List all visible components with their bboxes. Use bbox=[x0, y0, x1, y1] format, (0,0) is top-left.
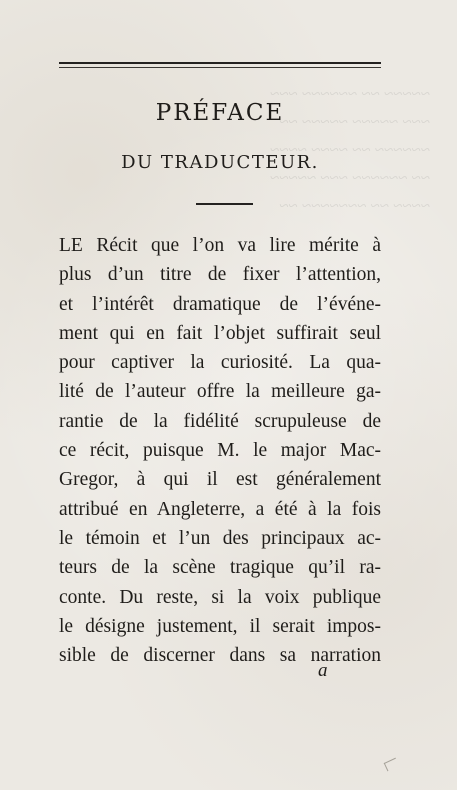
text-line: rantie de la fidélité scrupuleuse de bbox=[59, 410, 381, 432]
text-line: et l’intérêt dramatique de l’événe- bbox=[59, 293, 381, 315]
body-text bbox=[59, 231, 381, 670]
text-line: Gregor, à qui il est généralement bbox=[59, 469, 381, 491]
text-line: le témoin et l’un des principaux ac- bbox=[59, 527, 381, 549]
bleed-through-texture: ~~~~~ ~~ ~~~~~~ ~~~ ~~~ ~~~~~ ~~~~~ ~~ ~~~~~~ ~~ ~~~~ ~~~~ ~~ ~~~~~~ ~~~ ~~~~~ ~~~~ ~~ ~~~~~~~ ~~ bbox=[270, 84, 430, 215]
text-line: plus d’un titre de fixer l’attention, bbox=[59, 264, 381, 286]
text-line: le désigne justement, il serait impos- bbox=[59, 615, 381, 637]
section-divider bbox=[196, 203, 253, 205]
signature-mark: a bbox=[318, 660, 328, 681]
text-line: teurs de la scène tragique qu’il ra- bbox=[59, 557, 381, 579]
text-line: attribué en Angleterre, a été à la fois bbox=[59, 498, 381, 520]
text-line: lité de l’auteur offre la meilleure ga- bbox=[59, 381, 381, 403]
text-line: ce récit, puisque M. le major Mac- bbox=[59, 440, 381, 462]
text-line: LE Récit que l’on va lire mérite à bbox=[59, 235, 381, 256]
page-title: PRÉFACE bbox=[155, 100, 285, 126]
text-line: sible de discerner dans sa narration bbox=[59, 645, 381, 667]
text-line: ment qui en fait l’objet suffirait seul bbox=[59, 322, 381, 344]
text-line: pour captiver la curiosité. La qua- bbox=[59, 352, 381, 374]
text-line: conte. Du reste, si la voix publique bbox=[59, 586, 381, 608]
top-rule bbox=[59, 62, 381, 64]
paper-speck bbox=[384, 758, 400, 772]
page-subtitle: DU TRADUCTEUR. bbox=[121, 152, 319, 173]
top-rule-thin bbox=[59, 67, 381, 68]
